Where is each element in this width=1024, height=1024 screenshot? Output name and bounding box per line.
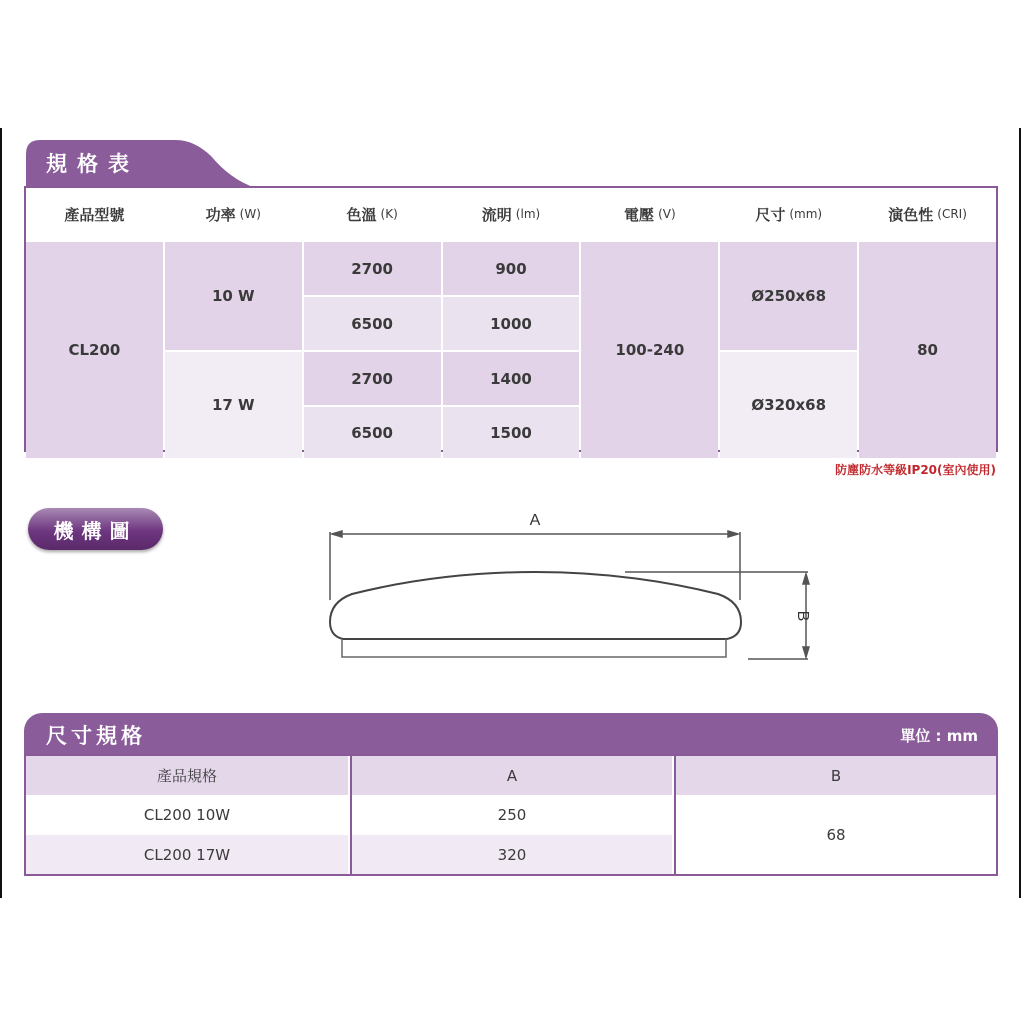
- power-cell-10w: 10 W: [165, 242, 302, 350]
- dim-a-arrow-right: [728, 531, 738, 537]
- header-a: A: [350, 756, 672, 795]
- size-cell-17w: Ø320x68: [720, 352, 857, 458]
- header-cri: 演色性 (CRI): [859, 188, 996, 240]
- unit-label: 單位 : mm: [900, 727, 978, 745]
- header-cct: 色溫 (K): [304, 188, 441, 240]
- fixture-diagram: [0, 500, 1024, 680]
- lumen-cell: 900: [443, 242, 580, 295]
- dim-b-label: B: [794, 610, 811, 622]
- dim-a-label: A: [529, 512, 541, 529]
- lumen-cell: 1400: [443, 352, 580, 405]
- row-a-value: 250: [350, 795, 672, 835]
- lumen-cell: 1000: [443, 297, 580, 350]
- power-cell-17w: 17 W: [165, 352, 302, 458]
- row-spec: CL200 17W: [26, 835, 348, 874]
- size-cell-10w: Ø250x68: [720, 242, 857, 350]
- spec-table: [24, 186, 998, 452]
- model-cell: CL200: [26, 242, 163, 458]
- cct-cell: 6500: [304, 297, 441, 350]
- dim-a-arrow-left: [332, 531, 342, 537]
- lumen-cell: 1500: [443, 407, 580, 458]
- cct-cell: 2700: [304, 242, 441, 295]
- diagram-section-title: 機構圖: [28, 508, 163, 550]
- cct-cell: 6500: [304, 407, 441, 458]
- dimension-table: [24, 754, 998, 876]
- header-size: 尺寸 (mm): [720, 188, 857, 240]
- dimension-section-header: [24, 713, 998, 756]
- cri-cell: 80: [859, 242, 996, 458]
- b-value-cell: 68: [674, 795, 996, 874]
- header-power: 功率 (W): [165, 188, 302, 240]
- ip-rating-note: 防塵防水等級IP20(室內使用): [835, 463, 996, 477]
- header-b: B: [674, 756, 996, 795]
- cct-cell: 2700: [304, 352, 441, 405]
- spec-section-tab: [26, 140, 256, 192]
- dim-b-arrow-top: [803, 574, 809, 584]
- dimension-title: 尺寸規格: [46, 724, 146, 748]
- voltage-cell: 100-240: [581, 242, 718, 458]
- spec-title: 規格表: [46, 152, 139, 176]
- header-model: 產品型號: [26, 188, 163, 240]
- header-spec: 產品規格: [26, 756, 348, 795]
- header-voltage: 電壓 (V): [581, 188, 718, 240]
- fixture-dome: [330, 572, 741, 639]
- header-lumen: 流明 (lm): [443, 188, 580, 240]
- dim-b-arrow-bottom: [803, 647, 809, 657]
- fixture-base: [342, 639, 726, 657]
- row-a-value: 320: [350, 835, 672, 874]
- row-spec: CL200 10W: [26, 795, 348, 835]
